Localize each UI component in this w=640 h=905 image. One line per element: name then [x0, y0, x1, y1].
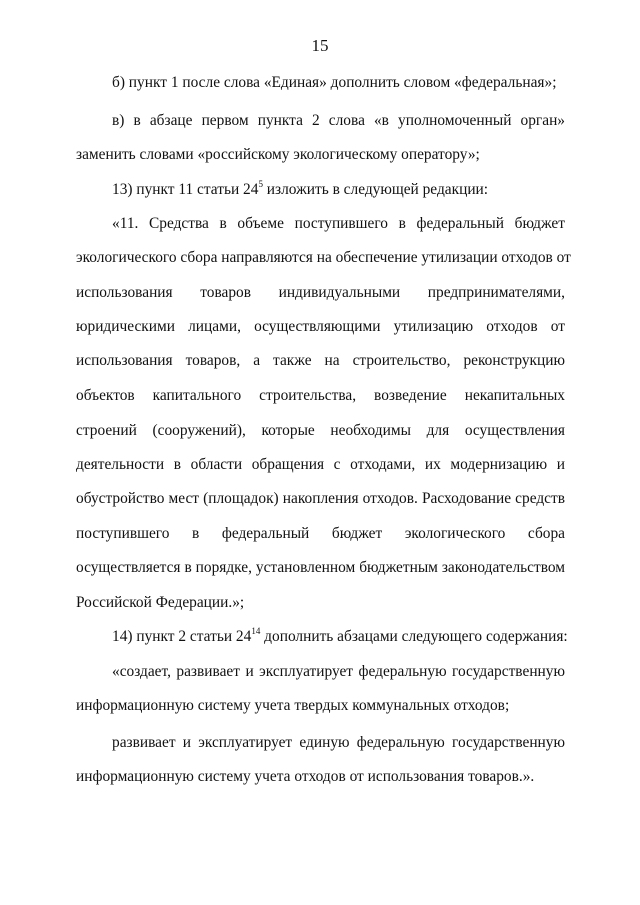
- text-line: информационную систему учета отходов от использования товаров.».: [76, 768, 535, 785]
- text-line: Российской Федерации.»;: [76, 594, 245, 611]
- text-line: заменить словами «российскому экологическому оператору»;: [76, 146, 480, 163]
- text-line: информационную систему учета твердых коммунальных отходов;: [76, 697, 510, 714]
- text-fragment: 13) пункт 11 статьи 24: [112, 181, 259, 198]
- text-line: обустройство мест (площадок) накопления отходов. Расходование средств: [76, 490, 565, 507]
- superscript: 14: [251, 625, 261, 636]
- text-line: [112, 625, 568, 647]
- text-fragment: 14) пункт 2 статьи 24: [112, 628, 252, 645]
- text-line: деятельности в области обращения с отходами, их модернизацию и: [76, 456, 565, 473]
- text-fragment: изложить в следующей редакции:: [262, 181, 489, 198]
- text-line: юридическими лицами, осуществляющими утилизацию отходов от: [76, 318, 565, 335]
- text-line: в) в абзаце первом пункта 2 слова «в уполномоченный орган»: [112, 112, 565, 129]
- text-line: использования товаров, а также на строительство, реконструкцию: [76, 352, 565, 369]
- text-line: экологического сбора направляются на обеспечение утилизации отходов от: [76, 249, 571, 266]
- text-line: [112, 180, 565, 200]
- superscript: 5: [258, 178, 263, 189]
- text-line: осуществляется в порядке, установленном бюджетным законодательством: [76, 559, 565, 576]
- text-line: б) пункт 1 после слова «Единая» дополнить словом «федеральная»;: [112, 74, 557, 91]
- text-line: объектов капитального строительства, возведение некапитальных: [76, 387, 565, 404]
- text-line: строений (сооружений), которые необходимы для осуществления: [76, 422, 565, 439]
- text-line: поступившего в федеральный бюджет экологического сбора: [76, 525, 565, 542]
- text-line: развивает и эксплуатирует единую федеральную государственную: [112, 734, 565, 751]
- text-line: использования товаров индивидуальными предпринимателями,: [76, 284, 565, 301]
- page-number: 15: [311, 36, 329, 55]
- text-line: «11. Средства в объеме поступившего в федеральный бюджет: [112, 215, 565, 232]
- text-line: «создает, развивает и эксплуатирует федеральную государственную: [112, 663, 565, 680]
- text-fragment: дополнить абзацами следующего содержания:: [260, 628, 568, 645]
